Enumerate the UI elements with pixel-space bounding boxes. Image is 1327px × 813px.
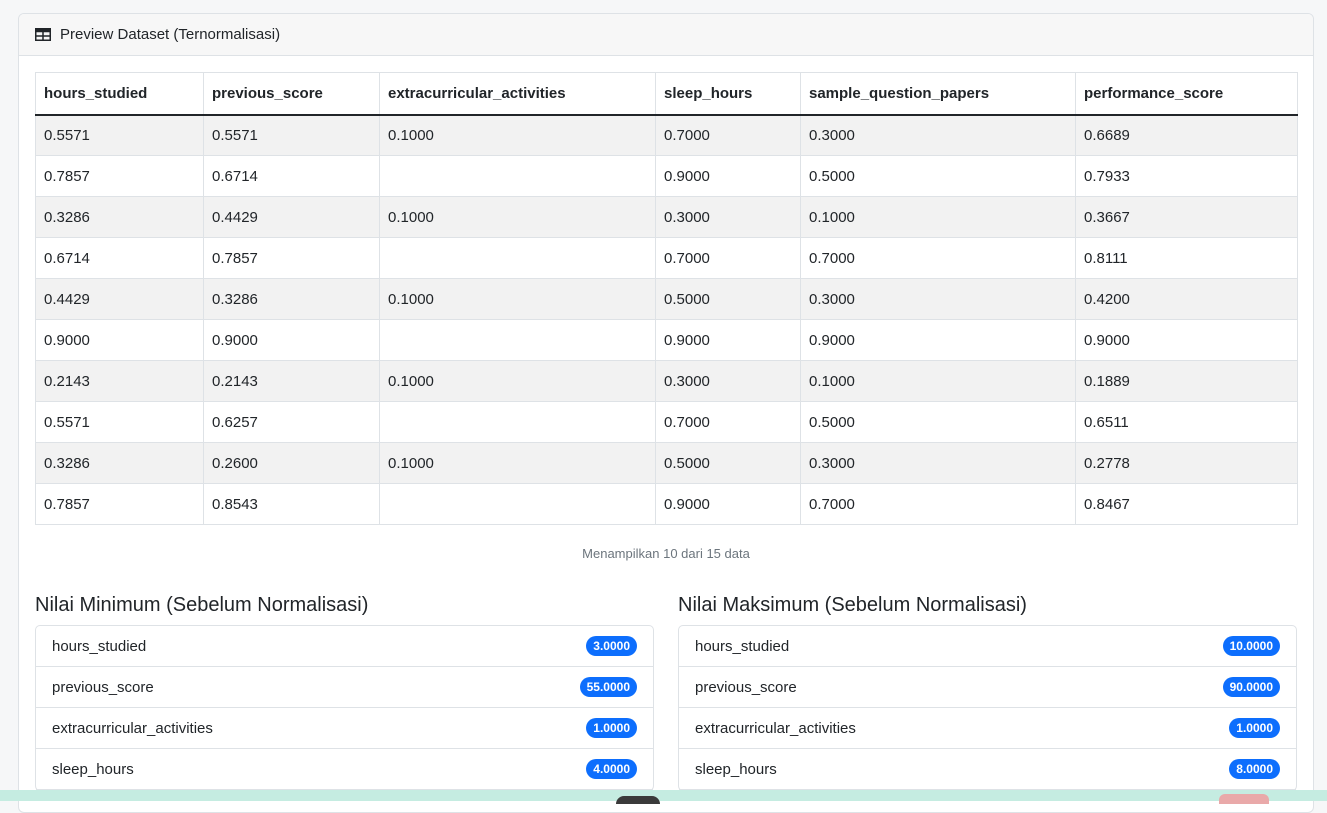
table-cell: 0.2778 (1076, 443, 1298, 484)
table-cell: 0.1000 (801, 361, 1076, 402)
table-cell: 0.3000 (656, 197, 801, 238)
column-header: sample_question_papers (801, 73, 1076, 115)
table-cell: 0.2600 (204, 443, 380, 484)
feature-label: sleep_hours (52, 760, 134, 778)
column-header: sleep_hours (656, 73, 801, 115)
table-caption: Menampilkan 10 dari 15 data (582, 546, 750, 561)
value-badge: 1.0000 (1229, 718, 1280, 738)
table-cell: 0.9000 (36, 320, 204, 361)
column-header: hours_studied (36, 73, 204, 115)
table-cell: 0.3000 (801, 115, 1076, 156)
table-row (36, 402, 1298, 443)
feature-label: hours_studied (52, 637, 147, 655)
list-item (36, 749, 653, 790)
table-cell: 0.9000 (656, 320, 801, 361)
table-cell: 0.3286 (36, 443, 204, 484)
table-cell: 0.3000 (656, 361, 801, 402)
table-row (36, 443, 1298, 484)
taskbar-app-icon[interactable] (616, 796, 660, 804)
table-cell: 0.7000 (656, 402, 801, 443)
table-cell: 0.7000 (656, 115, 801, 156)
table-row (36, 484, 1298, 525)
table-cell: 0.7857 (36, 156, 204, 197)
feature-label: previous_score (52, 678, 154, 696)
list-item (679, 626, 1296, 667)
table-row (36, 197, 1298, 238)
table-cell: 0.3667 (1076, 197, 1298, 238)
value-badge: 3.0000 (586, 636, 637, 656)
dataset-table (35, 72, 1298, 525)
column-header: extracurricular_activities (380, 73, 656, 115)
table-cell: 0.5000 (656, 443, 801, 484)
table-cell: 0.6714 (36, 238, 204, 279)
table-cell: 0.7000 (801, 238, 1076, 279)
list-item (36, 626, 653, 667)
table-cell: 0.2143 (204, 361, 380, 402)
table-cell: 0.6714 (204, 156, 380, 197)
table-cell: 0.9000 (204, 320, 380, 361)
table-row (36, 320, 1298, 361)
table-cell: 0.7857 (204, 238, 380, 279)
table-cell: 0.6689 (1076, 115, 1298, 156)
table-cell: 0.9000 (1076, 320, 1298, 361)
card-title: Preview Dataset (Ternormalisasi) (60, 26, 281, 43)
table-cell (380, 484, 656, 525)
table-cell: 0.9000 (801, 320, 1076, 361)
table-row (36, 238, 1298, 279)
table-cell: 0.8111 (1076, 238, 1298, 279)
value-badge: 4.0000 (586, 759, 637, 779)
table-cell: 0.4429 (204, 197, 380, 238)
value-badge: 1.0000 (586, 718, 637, 738)
max-values-title: Nilai Maksimum (Sebelum Normalisasi) (678, 594, 1027, 616)
min-values-list (35, 625, 654, 791)
table-cell (380, 320, 656, 361)
stats-section (35, 592, 1297, 791)
table-cell (380, 156, 656, 197)
table-cell: 0.3000 (801, 279, 1076, 320)
table-cell: 0.8543 (204, 484, 380, 525)
table-cell: 0.6257 (204, 402, 380, 443)
min-values-section (35, 592, 654, 791)
column-header: previous_score (204, 73, 380, 115)
table-cell: 0.7000 (801, 484, 1076, 525)
card-body (19, 56, 1313, 791)
table-cell: 0.1000 (380, 197, 656, 238)
max-values-section (678, 592, 1297, 791)
table-cell: 0.1000 (801, 197, 1076, 238)
table-header-row (36, 73, 1298, 115)
table-cell: 0.5000 (656, 279, 801, 320)
table-cell: 0.1000 (380, 443, 656, 484)
table-icon (35, 28, 51, 41)
table-cell (380, 402, 656, 443)
table-row (36, 156, 1298, 197)
feature-label: sleep_hours (695, 760, 777, 778)
table-cell (380, 238, 656, 279)
table-cell: 0.1000 (380, 115, 656, 156)
table-cell: 0.8467 (1076, 484, 1298, 525)
max-values-list (678, 625, 1297, 791)
table-cell: 0.1000 (380, 279, 656, 320)
feature-label: extracurricular_activities (695, 719, 856, 737)
card-header (19, 14, 1313, 56)
list-item (679, 667, 1296, 708)
table-cell: 0.3286 (36, 197, 204, 238)
table-cell: 0.5000 (801, 402, 1076, 443)
table-cell: 0.3286 (204, 279, 380, 320)
table-cell: 0.9000 (656, 484, 801, 525)
value-badge: 10.0000 (1223, 636, 1280, 656)
table-cell: 0.3000 (801, 443, 1076, 484)
table-cell: 0.4200 (1076, 279, 1298, 320)
feature-label: previous_score (695, 678, 797, 696)
table-cell: 0.5571 (204, 115, 380, 156)
list-item (679, 749, 1296, 790)
table-cell: 0.6511 (1076, 402, 1298, 443)
taskbar-notification-icon[interactable] (1219, 794, 1269, 804)
table-row (36, 279, 1298, 320)
taskbar-strip (0, 790, 1327, 801)
table-cell: 0.7857 (36, 484, 204, 525)
column-header: performance_score (1076, 73, 1298, 115)
table-cell: 0.5571 (36, 115, 204, 156)
table-cell: 0.2143 (36, 361, 204, 402)
table-cell: 0.5000 (801, 156, 1076, 197)
table-row (36, 115, 1298, 156)
list-item (36, 708, 653, 749)
value-badge: 8.0000 (1229, 759, 1280, 779)
table-cell: 0.7933 (1076, 156, 1298, 197)
table-cell: 0.4429 (36, 279, 204, 320)
table-cell: 0.9000 (656, 156, 801, 197)
table-cell: 0.1889 (1076, 361, 1298, 402)
table-cell: 0.1000 (380, 361, 656, 402)
feature-label: hours_studied (695, 637, 790, 655)
dataset-preview-card (18, 13, 1314, 813)
list-item (679, 708, 1296, 749)
table-row (36, 361, 1298, 402)
feature-label: extracurricular_activities (52, 719, 213, 737)
table-cell: 0.7000 (656, 238, 801, 279)
value-badge: 55.0000 (580, 677, 637, 697)
table-cell: 0.5571 (36, 402, 204, 443)
min-values-title: Nilai Minimum (Sebelum Normalisasi) (35, 594, 369, 616)
value-badge: 90.0000 (1223, 677, 1280, 697)
list-item (36, 667, 653, 708)
